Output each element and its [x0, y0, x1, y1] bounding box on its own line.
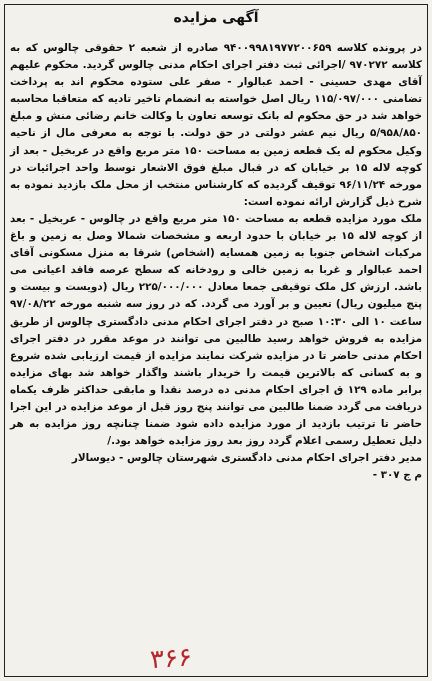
notice-title: آگهی مزایده [173, 10, 259, 26]
notice-body [10, 40, 422, 484]
notice-signature: مدیر دفتر اجرای احکام مدنی دادگستری شهرستان چالوس - دیوسالار [71, 452, 422, 465]
notice-paragraph-case: در پرونده کلاسه ۹۴۰۰۹۹۸۱۹۷۷۲۰۰۶۵۹ صادره از شعبه ۲ حقوقی چالوس که به کلاسه ۹۷۰۲۷۲ /اجرائی ثبت دفتر اجرای احکام مدنی چالوس گردید. محکوم علیهم آقای مهدی حسینی - احمد عبالوار - صفر علی ستوده محکوم اند به پرداخت تضامنی ۱۱۵/۰۹۷/۰۰۰ ریال اصل خواسته به انضمام تاخیر تادیه که متعاقبا محاسبه خواهد شد در حق محکوم له بانک توسعه تعاون با وکالت خانم رضائی منش و مبلغ ۵/۹۵۸/۸۵۰ ریال نیم عشر دولتی در حق دولت. با توجه به معرفی مال از ناحیه وکیل محکوم له یک قطعه زمین به مساحت ۱۵۰ متر مربع واقع در عربخیل - بعد از کوچه لاله ۱۵ بر خیابان که در قبال مبلغ فوق الاشعار توسط واحد اجرائیات در مورخه ۹۶/۱۱/۲۴ توقیف گردیده که کارشناس منتخب از محل ملک بازدید نموده به شرح ذیل گزارش ارائه نموده است: [10, 42, 422, 208]
notice-paragraph-property: ملک مورد مزایده قطعه به مساحت ۱۵۰ متر مربع واقع در چالوس - عربخیل - بعد از کوچه لاله ۱۵ بر خیابان با حدود اربعه و مشخصات شمالا وصل به زمین و باغ مرکبات اشخاص جنوبا به زمین همسایه (اشخاص) شرقا به منزل مسکونی آقای احمد عبالوار و غربا به زمین خالی و رودخانه که سطح عرصه فاقد اعیانی می باشد. ارزش کل ملک توقیفی جمعا معادل ۲۲۵/۰۰۰/۰۰۰ ریال (دویست و بیست و پنج میلیون ریال) تعیین و بر آورد می گردد. که در روز سه شنبه مورخه ۹۷/۰۸/۲۲ ساعت ۱۰ الی ۱۰:۳۰ صبح در دفتر اجرای احکام مدنی دادگستری چالوس از طریق مزایده به فروش خواهد رسید طالبین می توانند در موعد مقرر در دفتر اجرای احکام مدنی حاضر تا در مزایده شرکت نمایند مزایده از قیمت ارزیابی شده شروع و به کسانی که بالاترین قیمت را خریدار باشند واگذار خواهد شد بهای مزایده برابر ماده ۱۲۹ ق اجرای احکام مدنی ده درصد نقدا و مابقی حداکثر ظرف یکماه دریافت می گردد ضمنا طالبین می توانند پنج روز قبل از موعد مزایده در این اجرا حاضر تا ترتیب بازدید از مورد مزایده داده شود ضمنا چنانچه روز مزایده به هر دلیل تعطیل رسمی اعلام گردد روز بعد روز مزایده خواهد بود./ [10, 212, 423, 448]
notice-reference: م ج ۳۰۷ - [372, 469, 422, 482]
handwritten-number: ۳۶۶ [149, 642, 194, 676]
